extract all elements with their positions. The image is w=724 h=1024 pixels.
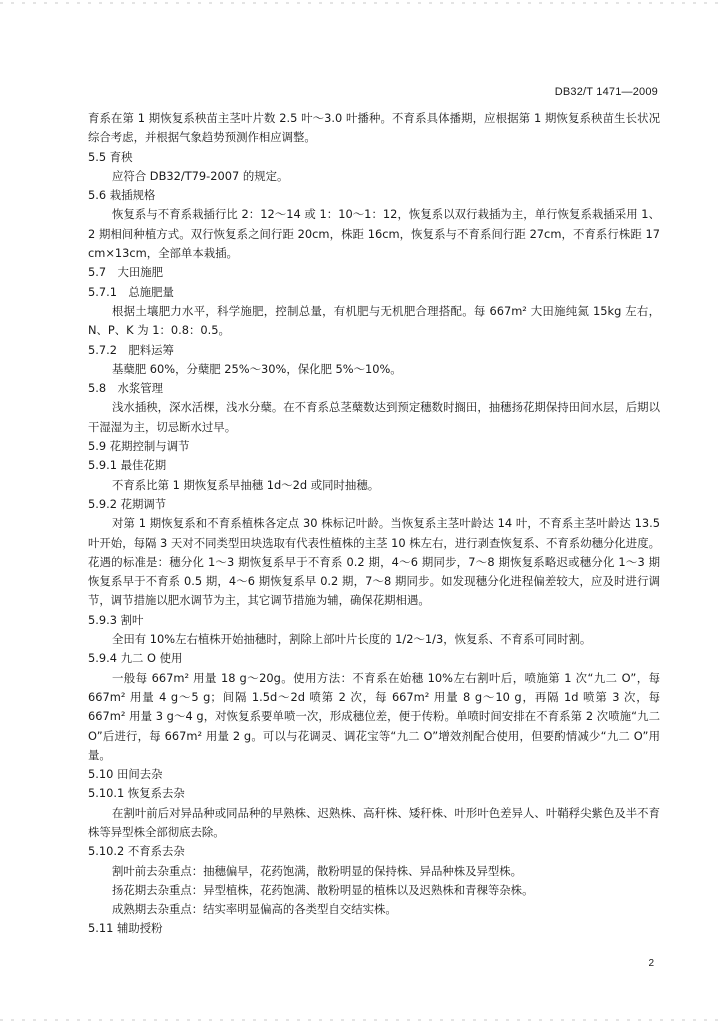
body-paragraph: 根据土壤肥力水平，科学施肥，控制总量，有机肥与无机肥合理搭配。每 667m² 大田施纯氮 15kg 左右，N、P、K 为 1：0.8：0.5。: [88, 303, 660, 338]
body-paragraph: 在割叶前后对异品种或同品种的早熟株、迟熟株、高秆株、矮秆株、叶形叶色差异人、叶鞘稃尖紫色及半不育株等异型株全部彻底去除。: [88, 805, 660, 839]
body-paragraph: 应符合 DB32/T79-2007 的规定。: [112, 168, 289, 183]
section-heading: 5.10.1 恢复系去杂: [88, 786, 185, 801]
section-heading: 5.10.2 不育系去杂: [88, 844, 185, 859]
section-heading: 5.8 水浆管理: [88, 381, 164, 396]
section-heading: 5.5 育秧: [88, 149, 133, 164]
section-heading: 5.7.1 总施肥量: [88, 284, 174, 299]
body-paragraph: 不育系比第 1 期恢复系早抽穗 1d～2d 或同时抽穗。: [112, 477, 380, 492]
section-heading: 5.6 栽插规格: [88, 188, 156, 203]
section-heading: 5.11 辅助授粉: [88, 921, 163, 936]
body-paragraph: 扬花期去杂重点：异型植株，花药饱满、散粉明显的植株以及迟熟株和青稞等杂株。: [112, 882, 534, 897]
body-paragraph: 基蘖肥 60%，分蘖肥 25%～30%，保化肥 5%～10%。: [112, 361, 402, 376]
body-paragraph: 割叶前去杂重点：抽穗偏早，花药饱满，散粉明显的保持株、异品种株及异型株。: [112, 863, 523, 878]
body-paragraph: 恢复系与不育系栽插行比 2：12～14 或 1：10～1：12，恢复系以双行栽插为主，单行恢复系栽插采用 1、2 期相间种植方式。双行恢复系之间行距 20cm，株距 16cm，恢复系与不育系间行距 27cm，不育系行株距 17 cm×13cm，全部单本栽插。: [88, 207, 660, 261]
scan-artifact-top: [0, 2, 724, 4]
body-paragraph: 一般每 667m² 用量 18 g～20g。使用方法：不育系在始穗 10%左右割叶后，喷施第 1 次“九二 O”，每 667m² 用量 4 g～5 g；间隔 1.5d～2d 喷第 2 次，每 667m² 用量 8 g～10 g，再隔 1d 喷第 3 次，每 667m² 用量 3 g～4 g，对恢复系要单喷一次，形成穗位差，便于传粉。单喷时间安排在不育系第 2 次喷施“九二 O”后进行，每 667m² 用量 2 g。可以与花调灵、调花宝等“九二 O”增效剂配合使用，但要酌情减少“九二 O”用量。: [88, 670, 660, 762]
section-heading: 5.9.3 割叶: [88, 612, 144, 627]
body-paragraph: 育系在第 1 期恢复系秧苗主茎叶片数 2.5 叶～3.0 叶播种。不育系具体播期，应根据第 1 期恢复系秧苗生长状况综合考虑，并根据气象趋势预测作相应调整。: [88, 111, 660, 145]
section-heading: 5.7.2 肥料运筹: [88, 342, 174, 357]
section-heading: 5.9 花期控制与调节: [88, 439, 190, 454]
section-heading: 5.7 大田施肥: [88, 265, 164, 280]
document-body: [88, 109, 660, 939]
page-number: 2: [648, 958, 654, 969]
body-paragraph: 浅水插秧，深水活棵，浅水分蘖。在不育系总茎蘖数达到预定穗数时搁田，抽穗扬花期保持田间水层，后期以干湿湿为主，切忌断水过早。: [88, 400, 660, 434]
standard-code: DB32/T 1471—2009: [554, 86, 658, 98]
scan-artifact-bottom: [0, 1019, 724, 1021]
body-paragraph: 全田有 10%左右植株开始抽穗时，割除上部叶片长度的 1/2～1/3，恢复系、不育系可同时割。: [112, 632, 592, 647]
section-heading: 5.10 田间去杂: [88, 767, 163, 782]
body-paragraph: 对第 1 期恢复系和不育系植株各定点 30 株标记叶龄。当恢复系主茎叶龄达 14 叶，不育系主茎叶龄达 13.5 叶开始，每隔 3 天对不同类型田块选取有代表性植株的主茎 10 株左右，进行剥查恢复系、不育系幼穗分化进度。花遇的标准是：穗分化 1～3 期恢复系早于不育系 0.2 期，4～6 期同步，7～8 期恢复系略迟或穗分化 1～3 期恢复系早于不育系 0.5 期，4～6 期恢复系早 0.2 期，7～8 期同步。如发现穗分化进程偏差较大，应及时进行调节，调节措施以肥水调节为主，其它调节措施为辅，确保花期相遇。: [88, 516, 660, 608]
section-heading: 5.9.2 花期调节: [88, 496, 167, 511]
section-heading: 5.9.4 九二 O 使用: [88, 651, 183, 666]
body-paragraph: 成熟期去杂重点：结实率明显偏高的各类型自交结实株。: [112, 902, 397, 917]
section-heading: 5.9.1 最佳花期: [88, 458, 167, 473]
